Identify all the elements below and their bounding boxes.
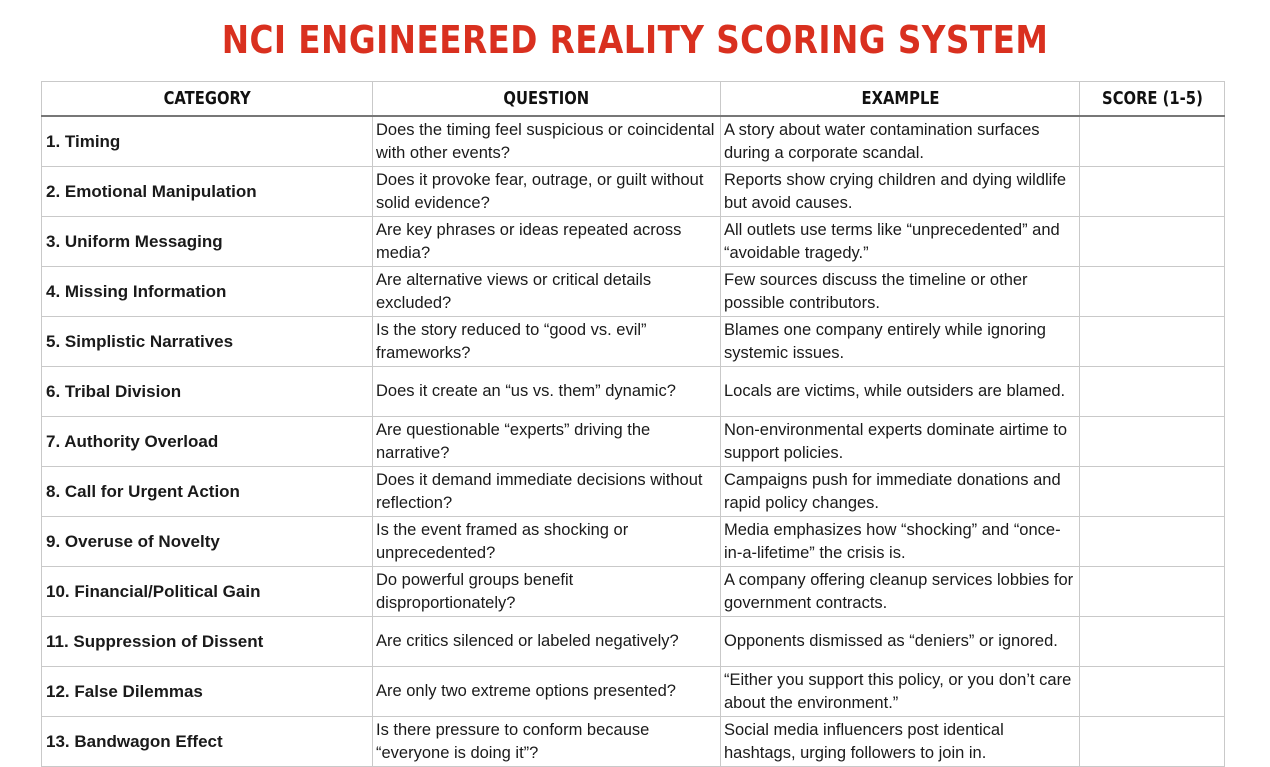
- example-cell: Opponents dismissed as “deniers” or ignored.: [721, 617, 1080, 667]
- scoring-table: [41, 81, 1225, 767]
- example-cell: “Either you support this policy, or you don’t care about the environment.”: [721, 667, 1080, 717]
- category-cell: 10. Financial/Political Gain: [42, 567, 373, 617]
- example-cell: A company offering cleanup services lobbies for government contracts.: [721, 567, 1080, 617]
- question-cell: Do powerful groups benefit disproportionately?: [373, 567, 721, 617]
- example-cell: Locals are victims, while outsiders are blamed.: [721, 367, 1080, 417]
- example-cell: All outlets use terms like “unprecedented” and “avoidable tragedy.”: [721, 217, 1080, 267]
- question-cell: Are critics silenced or labeled negatively?: [373, 617, 721, 667]
- table-row: [42, 116, 1225, 167]
- score-cell[interactable]: [1080, 467, 1225, 517]
- question-cell: Does it provoke fear, outrage, or guilt without solid evidence?: [373, 167, 721, 217]
- score-cell[interactable]: [1080, 267, 1225, 317]
- example-cell: Few sources discuss the timeline or other possible contributors.: [721, 267, 1080, 317]
- table-row: [42, 367, 1225, 417]
- example-cell: Blames one company entirely while ignoring systemic issues.: [721, 317, 1080, 367]
- example-cell: Non-environmental experts dominate airtime to support policies.: [721, 417, 1080, 467]
- question-cell: Is there pressure to conform because “everyone is doing it”?: [373, 717, 721, 767]
- category-cell: 12. False Dilemmas: [42, 667, 373, 717]
- score-cell[interactable]: [1080, 567, 1225, 617]
- table-row: [42, 267, 1225, 317]
- score-cell[interactable]: [1080, 116, 1225, 167]
- table-row: [42, 217, 1225, 267]
- header-category: CATEGORY: [42, 82, 373, 117]
- table-row: [42, 517, 1225, 567]
- table-header-row: [42, 82, 1225, 117]
- category-cell: 6. Tribal Division: [42, 367, 373, 417]
- category-cell: 2. Emotional Manipulation: [42, 167, 373, 217]
- example-cell: Reports show crying children and dying wildlife but avoid causes.: [721, 167, 1080, 217]
- category-cell: 8. Call for Urgent Action: [42, 467, 373, 517]
- header-question: QUESTION: [373, 82, 721, 117]
- table-row: [42, 717, 1225, 767]
- question-cell: Does it create an “us vs. them” dynamic?: [373, 367, 721, 417]
- category-cell: 9. Overuse of Novelty: [42, 517, 373, 567]
- header-example: EXAMPLE: [721, 82, 1080, 117]
- example-cell: Media emphasizes how “shocking” and “once-in-a-lifetime” the crisis is.: [721, 517, 1080, 567]
- table-row: [42, 567, 1225, 617]
- table-row: [42, 417, 1225, 467]
- score-cell[interactable]: [1080, 217, 1225, 267]
- question-cell: Are only two extreme options presented?: [373, 667, 721, 717]
- question-cell: Is the story reduced to “good vs. evil” frameworks?: [373, 317, 721, 367]
- example-cell: Social media influencers post identical hashtags, urging followers to join in.: [721, 717, 1080, 767]
- question-cell: Are questionable “experts” driving the narrative?: [373, 417, 721, 467]
- score-cell[interactable]: [1080, 667, 1225, 717]
- question-cell: Does the timing feel suspicious or coincidental with other events?: [373, 116, 721, 167]
- category-cell: 5. Simplistic Narratives: [42, 317, 373, 367]
- question-cell: Are alternative views or critical details excluded?: [373, 267, 721, 317]
- example-cell: A story about water contamination surfaces during a corporate scandal.: [721, 116, 1080, 167]
- header-score: SCORE (1-5): [1080, 82, 1225, 117]
- category-cell: 13. Bandwagon Effect: [42, 717, 373, 767]
- table-row: [42, 467, 1225, 517]
- score-cell[interactable]: [1080, 417, 1225, 467]
- table-row: [42, 317, 1225, 367]
- table-row: [42, 617, 1225, 667]
- score-cell[interactable]: [1080, 167, 1225, 217]
- category-cell: 1. Timing: [42, 116, 373, 167]
- example-cell: Campaigns push for immediate donations and rapid policy changes.: [721, 467, 1080, 517]
- page-title: NCI ENGINEERED REALITY SCORING SYSTEM: [221, 18, 1049, 62]
- table-row: [42, 167, 1225, 217]
- score-cell[interactable]: [1080, 717, 1225, 767]
- score-cell[interactable]: [1080, 617, 1225, 667]
- category-cell: 7. Authority Overload: [42, 417, 373, 467]
- question-cell: Are key phrases or ideas repeated across media?: [373, 217, 721, 267]
- question-cell: Does it demand immediate decisions without reflection?: [373, 467, 721, 517]
- category-cell: 11. Suppression of Dissent: [42, 617, 373, 667]
- score-cell[interactable]: [1080, 317, 1225, 367]
- category-cell: 3. Uniform Messaging: [42, 217, 373, 267]
- category-cell: 4. Missing Information: [42, 267, 373, 317]
- question-cell: Is the event framed as shocking or unprecedented?: [373, 517, 721, 567]
- table-row: [42, 667, 1225, 717]
- score-cell[interactable]: [1080, 367, 1225, 417]
- score-cell[interactable]: [1080, 517, 1225, 567]
